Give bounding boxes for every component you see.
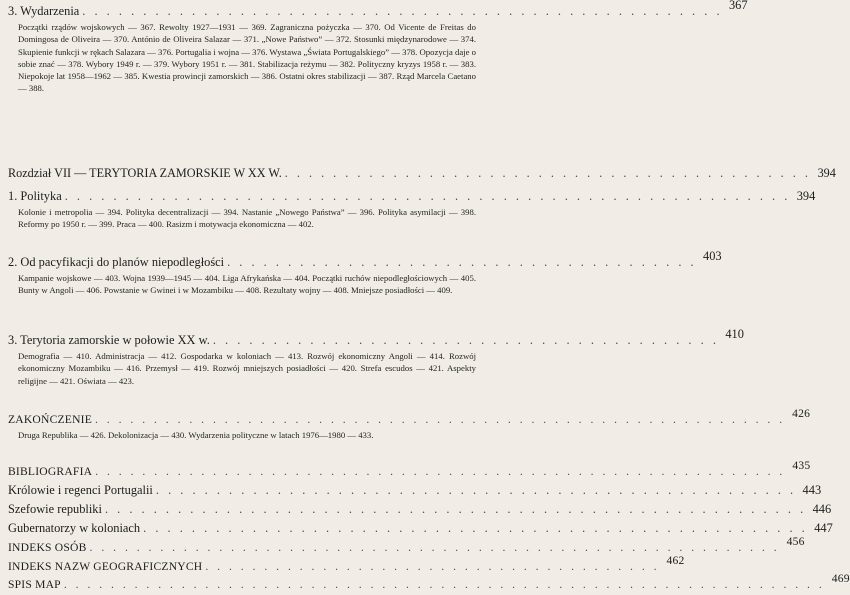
toc-entry-bibliografia [8, 459, 811, 479]
toc-title: SPIS MAP [8, 578, 61, 591]
toc-subtopics: Początki rządów wojskowych — 367. Rewolty 1927—1931 — 369. Zagraniczna pożyczka — 370. Od Vicente de Freitas do Domingosa de Oliveira — 370. António de Oliveira Salazar — 371. „Nowe Państwo” — 372. Stosunki międzynarodowe — 374. Skupienie funkcji w rękach Salazara — 376. Portugalia i wojna — 376. Wystawa „Świata Portugalskiego” — 378. Opozycja daje o sobie znać — 378. Wybory 1949 r. — 379. Wybory 1951 r. — 381. Stabilizacja reżymu — 382. Polityczny kryzys 1958 r. — 383. Niepokoje lat 1958—1962 — 385. Kwestia prowincji zamorskich — 386. Ostatni okres stabilizacji — 387. Rząd Marcela Caetano — 388. [18, 22, 476, 94]
toc-page-number: 443 [802, 483, 822, 497]
toc-heading [8, 249, 722, 270]
toc-entry-zakonczenie [8, 407, 811, 441]
toc-page-number: 426 [792, 407, 811, 420]
toc-page-number: 456 [786, 535, 805, 548]
toc-leader: . . . . . . . . . . . . . . . . . . . . . . . . . . . . . . . . . . . . . . . . . . . . . . . . . . . . . . . [143, 521, 808, 535]
toc-heading [8, 572, 850, 592]
toc-subtopics: Demografia — 410. Administracja — 412. Gospodarka w koloniach — 413. Rozwój ekonomiczny Angoli — 414. Rozwój ekonomiczny Mozambiku — 416. Przemysł — 419. Rozwój mniejszych posiadłości — 420. Strefa escudos — 421. Aspekty religijne — 421. Oświata — 423. [18, 351, 476, 386]
toc-title: Gubernatorzy w koloniach [8, 521, 141, 535]
toc-subtopics: Druga Republika — 426. Dekolonizacja — 430. Wydarzenia polityczne w latach 1976—1980 — 433. [18, 430, 374, 440]
toc-page-number: 410 [725, 327, 744, 341]
toc-leader: . . . . . . . . . . . . . . . . . . . . . . . . . . . . . . . . . . . . . . . . . . . . . . . . . . . . . . . . . . . . [64, 189, 791, 203]
toc-leader: . . . . . . . . . . . . . . . . . . . . . . . . . . . . . . . . . . . . . . . . . . . . . . . . . . . . . . . . . . . [95, 413, 786, 426]
toc-entry-krolowie [8, 483, 822, 498]
toc-heading [8, 483, 822, 498]
toc-page-number: 435 [792, 459, 811, 472]
toc-title: BIBLIOGRAFIA [8, 465, 93, 478]
toc-heading [8, 502, 832, 517]
toc-entry-polityka [8, 189, 816, 231]
toc-leader: . . . . . . . . . . . . . . . . . . . . . . . . . . . . . . . . . . . . . . . . . . [212, 333, 719, 347]
toc-heading [8, 554, 685, 574]
toc-leader: . . . . . . . . . . . . . . . . . . . . . . . . . . . . . . . . . . . . . . . . . . . . . . . . . . . . . [155, 483, 797, 497]
toc-page-number: 394 [796, 189, 816, 203]
toc-entry-gubernatorzy [8, 521, 833, 536]
toc-leader: . . . . . . . . . . . . . . . . . . . . . . . . . . . . . . . . . . . . . . . . . . . . . . . . . . . . . . . . . . . [89, 541, 780, 554]
toc-page-number: 394 [817, 166, 836, 180]
toc-subtopics: Kampanie wojskowe — 403. Wojna 1939—1945 — 404. Liga Afrykańska — 404. Początki ruchów niepodległościowych — 405. Bunty w Angoli — 406. Powstanie w Gwinei i w Mozambiku — 408. Rezultaty wojny — 408. Mniejsze posiadłości — 409. [18, 273, 476, 296]
toc-heading [8, 0, 748, 19]
toc-heading [8, 327, 744, 348]
toc-page-number: 446 [812, 502, 832, 516]
toc-leader: . . . . . . . . . . . . . . . . . . . . . . . . . . . . . . . . . . . . . . . [205, 560, 660, 573]
toc-title: Królowie i regenci Portugalii [8, 483, 153, 497]
toc-entry-spis-map [8, 572, 850, 592]
toc-title: INDEKS NAZW GEOGRAFICZNYCH [8, 560, 203, 573]
toc-heading [8, 459, 811, 479]
toc-leader: . . . . . . . . . . . . . . . . . . . . . . . . . . . . . . . . . . . . . . . . . . . . . . . . . . . . . . . . . . . . . . . . . [63, 578, 825, 591]
toc-heading [8, 189, 816, 204]
toc-title: 3. Wydarzenia [8, 4, 80, 18]
toc-chapter-title: Rozdział VII — TERYTORIA ZAMORSKIE W XX W. [8, 166, 282, 180]
toc-leader: . . . . . . . . . . . . . . . . . . . . . . . . . . . . . . . . . . . . . . . . . . . . . . . . . . . . . . . . . . [104, 502, 807, 516]
toc-title: 2. Od pacyfikacji do planów niepodległości [8, 255, 225, 269]
toc-heading [8, 166, 836, 181]
toc-entry-terytoria-zamorskie [8, 327, 744, 387]
toc-leader: . . . . . . . . . . . . . . . . . . . . . . . . . . . . . . . . . . . . . . . . . . . . . . . . . . . . . [82, 4, 723, 18]
toc-page-number: 403 [703, 249, 722, 263]
toc-page-number: 469 [831, 572, 850, 585]
toc-title: 3. Terytoria zamorskie w połowie XX w. [8, 333, 210, 347]
toc-title: Szefowie republiki [8, 502, 102, 516]
toc-entry-indeks-osob [8, 535, 805, 555]
toc-leader: . . . . . . . . . . . . . . . . . . . . . . . . . . . . . . . . . . . . . . . . . . . . . . . . . . . . . . . . . . . [95, 465, 786, 478]
toc-title: 1. Polityka [8, 189, 62, 203]
toc-subtopics: Kolonie i metropolia — 394. Polityka decentralizacji — 394. Nastanie „Nowego Państwa” — 396. Polityka asymilacji — 398. Reformy po 1950 r. — 399. Praca — 400. Rasizm i motywacja ekonomiczna — 402. [18, 207, 476, 230]
toc-heading [8, 521, 833, 536]
toc-leader: . . . . . . . . . . . . . . . . . . . . . . . . . . . . . . . . . . . . . . . [227, 255, 697, 269]
toc-entry-wydarzenia [8, 0, 748, 95]
toc-leader: . . . . . . . . . . . . . . . . . . . . . . . . . . . . . . . . . . . . . . . . . . . . [284, 166, 811, 180]
toc-heading [8, 407, 811, 427]
toc-entry-rozdzial-vii [8, 166, 836, 181]
toc-entry-szefowie [8, 502, 832, 517]
toc-heading [8, 535, 805, 555]
toc-title: ZAKOŃCZENIE [8, 413, 92, 426]
toc-entry-od-pacyfikacji [8, 249, 722, 297]
toc-title: INDEKS OSÓB [8, 541, 87, 554]
toc-entry-indeks-nazw-geograficznych [8, 554, 685, 574]
toc-page-number: 367 [728, 0, 748, 12]
toc-page-number: 447 [814, 521, 833, 535]
toc-page-number: 462 [666, 554, 685, 567]
